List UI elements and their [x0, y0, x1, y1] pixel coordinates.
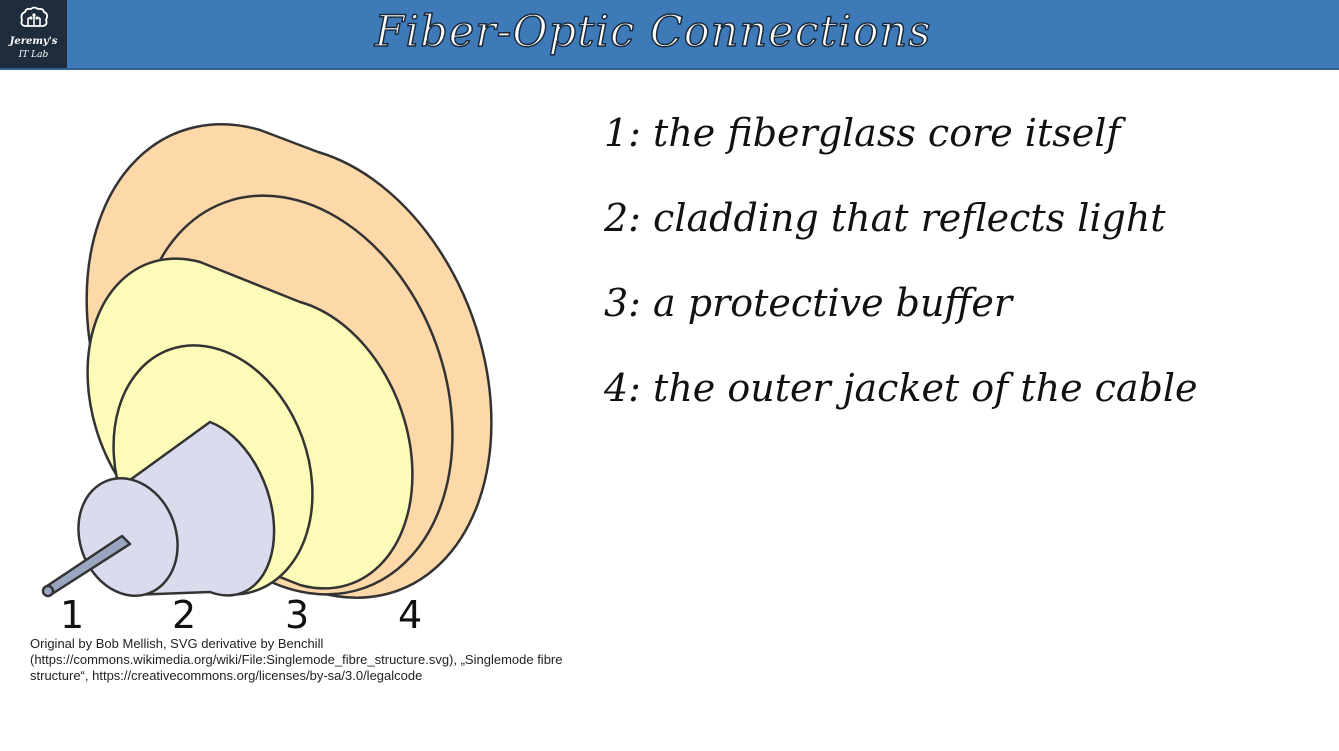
layer-label-2: 2: [172, 593, 197, 635]
logo-name: Jeremy's: [9, 36, 58, 47]
list-item: 1: the fiberglass core itself: [604, 111, 1121, 155]
list-item: 2: cladding that reflects light: [604, 196, 1166, 240]
layer-list: [604, 105, 1324, 445]
layer-label-4: 4: [398, 593, 423, 635]
logo-subtitle: IT Lab: [18, 50, 49, 60]
layer-label-1: 1: [60, 593, 85, 635]
list-item: 3: a protective buffer: [604, 281, 1013, 325]
layer-label-3: 3: [285, 593, 310, 635]
brain-circuit-icon: [18, 6, 50, 32]
image-attribution: Original by Bob Mellish, SVG derivative by Benchill (https://commons.wikimedia.org/wiki/File:Singlemode_fibre_structure.svg), „Singlemode fibre structure“, https://creativecommons.org/licenses/by-sa/3.0/legalcode: [30, 636, 563, 683]
list-item: 4: the outer jacket of the cable: [604, 366, 1198, 410]
logo: [0, 0, 67, 68]
core-end: [43, 586, 53, 596]
page-title: Fiber-Optic Connections: [374, 7, 932, 57]
fiber-cable-diagram: [0, 70, 600, 635]
